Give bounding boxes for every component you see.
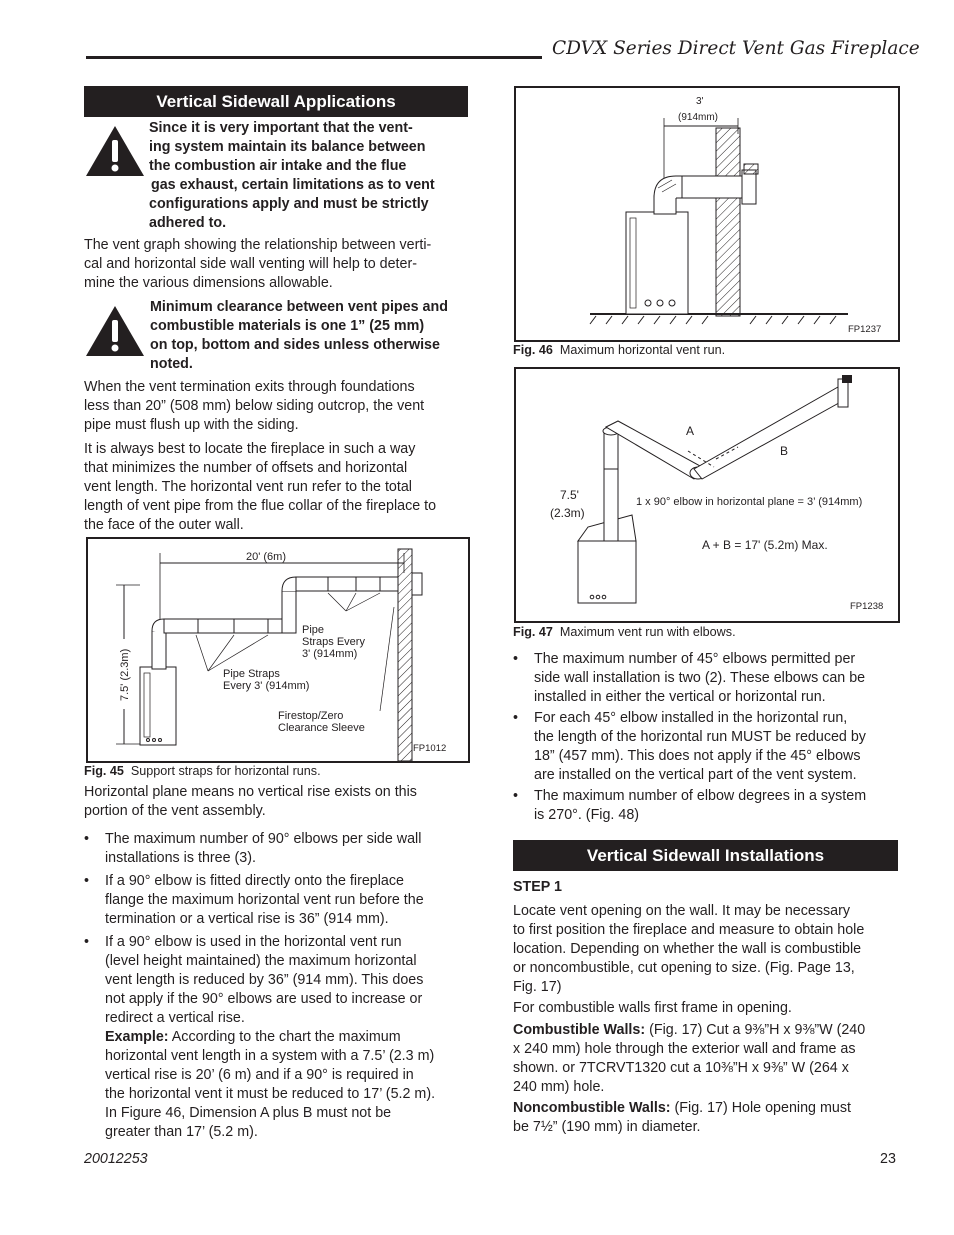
fireplace-unit [626,212,688,314]
leader-line [208,635,234,671]
figure-45 [86,537,470,763]
bullet-icon: • [84,873,90,889]
text-line: 240 mm) hole. [513,1079,605,1095]
warning-line: Minimum clearance between vent pipes and [150,299,448,315]
figure-46 [514,86,900,342]
paragraph-combustible [513,1021,908,1097]
combustible-label: Combustible Walls: [513,1022,646,1038]
text-line: pipe must flush up with the siding. [84,417,299,433]
text-line: or noncombustible, cut opening to size. (Fig. Page 13, [513,960,855,976]
step-heading: STEP 1 [513,879,563,895]
warning-line: noted. [150,356,193,372]
figure-code: FP1237 [848,324,882,335]
caption-number: Fig. 47 [513,625,553,639]
text-line: The vent graph showing the relationship between verti- [84,237,432,253]
note-sum: A + B = 17' (5.2m) Max. [702,538,828,552]
caption-number: Fig. 46 [513,343,553,357]
paragraph-vent-graph [84,236,474,293]
text-line: portion of the vent assembly. [84,803,266,819]
example-label: Example: [105,1029,169,1045]
dimension-label-top: 3' [696,96,704,107]
warning-icon [84,304,146,358]
noncombustible-label: Noncombustible Walls: [513,1100,671,1116]
text-line: redirect a vertical rise. [105,1010,245,1026]
text-line: vertical rise is 20’ (6 m) and if a 90° is required in [105,1067,414,1083]
text-line [105,1028,474,1047]
figure-47-drawing [516,369,898,621]
vent-elbow [654,176,684,198]
vent-pipe-rise [282,591,296,633]
text-line: termination or a vertical rise is 36” (914 mm). [105,911,389,927]
warning-text-balance [149,119,469,233]
list-item [513,709,903,785]
text-line: vent length is reduced by 36” (914 mm). This does [105,972,424,988]
header-rule [86,56,542,59]
text-line: shown. or 7TCRVT1320 cut a 10⅜”H x 9⅜” W (264 x [513,1060,849,1076]
list-item [513,787,903,825]
text-line: less than 20” (508 mm) below siding outcrop, the vent [84,398,425,414]
vent-pipe-horizontal-lower [164,619,288,633]
vent-termination [742,170,756,204]
figure-code: FP1238 [850,601,884,612]
vent-termination [838,379,848,407]
caption-text: Maximum vent run with elbows. [559,625,736,639]
figure-code: FP1012 [413,743,447,754]
text-line: It is always best to locate the fireplace in such a way [84,441,416,457]
bullet-icon: • [84,934,90,950]
termination-cap [842,375,852,383]
text-line: Locate vent opening on the wall. It may be necessary [513,903,850,919]
text-line [513,1099,908,1118]
text-line: side wall installation is two (2). These elbows can be [534,670,866,686]
text-line: When the vent termination exits through foundations [84,379,415,395]
note-elbow: 1 x 90° elbow in horizontal plane = 3’ (914mm) [636,496,863,508]
text-line: that minimizes the number of offsets and horizontal [84,460,408,476]
bullet-list-right [513,650,903,825]
leader-line [208,635,268,671]
text-line: The maximum number of 90° elbows per side wall [105,831,422,847]
label-b: B [780,444,789,458]
leader-line [196,635,208,671]
text-line: installations is three (3). [105,850,256,866]
example-text: According to the chart the maximum [168,1029,401,1045]
text-line: In Figure 46, Dimension A plus B must not be [105,1105,392,1121]
bullet-icon: • [513,651,519,667]
text-line: flange the maximum horizontal vent run before the [105,892,424,908]
bullet-icon: • [84,831,90,847]
leader-line [328,593,346,611]
caption-text: Maximum horizontal vent run. [559,343,726,357]
paragraph-horizontal-plane [84,783,474,821]
label-pipe-straps-upper: 3' (914mm) [302,648,358,660]
text-line: is 270°. (Fig. 48) [534,807,640,823]
leader-line [380,607,394,711]
bullet-list-left [84,830,474,1142]
label-firestop: Clearance Sleeve [278,722,365,734]
text-line: horizontal vent length in a system with a 7.5’ (2.3 m) [105,1048,435,1064]
list-item [513,650,903,707]
vent-pipe-vertical [604,431,618,541]
text-line: are installed on the vertical part of the vent system. [534,767,857,783]
figure-47 [514,367,900,623]
warning-text-clearance [150,298,475,374]
warning-line: configurations apply and must be strictly [149,196,429,212]
paragraph-locate-opening [513,902,908,997]
text-line [513,1021,908,1040]
text-line: The maximum number of 45° elbows permitted per [534,651,856,667]
warning-line: on top, bottom and sides unless otherwise [150,337,440,353]
list-item [84,933,474,1142]
combustible-text: (Fig. 17) Cut a 9⅜”H x 9⅜”W (240 [645,1022,866,1038]
text-line: Fig. 17) [513,979,562,995]
termination-cap [744,164,758,174]
label-pipe-straps-lower: Every 3' (914mm) [223,680,310,692]
paragraph-noncombustible [513,1099,908,1137]
section-title-applications: Vertical Sidewall Applications [84,86,468,117]
label-pipe-straps-upper: Straps Every [302,636,365,648]
figure-46-drawing [516,88,898,340]
paragraph-frame: For combustible walls first frame in opening. [513,1000,792,1016]
figure-45-drawing [88,539,468,761]
text-line: location. Depending on whether the wall is combustible [513,941,862,957]
dimension-label-side: 7.5' (2.3m) [119,648,131,701]
paragraph-foundation [84,378,474,435]
warning-icon [84,124,146,178]
header-title: CDVX Series Direct Vent Gas Fireplace [552,38,920,59]
noncombustible-text: (Fig. 17) Hole opening must [670,1100,851,1116]
text-line: If a 90° elbow is used in the horizontal vent run [105,934,402,950]
text-line: to first position the fireplace and measure to obtain hole [513,922,865,938]
list-item [84,830,474,868]
text-line: cal and horizontal side wall venting will help to deter- [84,256,417,272]
text-line: mine the various dimensions allowable. [84,275,333,291]
text-line: greater than 17’ (5.2 m). [105,1124,258,1140]
document-number: 20012253 [84,1151,148,1167]
vent-pipe-horizontal [682,176,742,198]
wall [716,128,740,316]
caption-number: Fig. 45 [84,764,124,778]
paragraph-locate [84,440,474,535]
figure-47-caption [513,625,736,639]
label-firestop: Firestop/Zero [278,710,344,722]
text-line: be 7½” (190 mm) in diameter. [513,1119,701,1135]
text-line: Horizontal plane means no vertical rise exists on this [84,784,417,800]
bullet-icon: • [513,710,519,726]
warning-line: the combustion air intake and the flue [149,158,407,174]
floor-hatch [590,316,836,324]
fireplace-unit [140,667,176,745]
warning-line: ing system maintain its balance between [149,139,426,155]
warning-line: gas exhaust, certain limitations as to vent [151,177,435,193]
text-line: the horizontal vent it must be reduced to 17’ (5.2 m). [105,1086,436,1102]
vent-collar [654,196,676,214]
list-item [84,872,474,929]
label-pipe-straps-lower: Pipe Straps [223,668,280,680]
text-line: For each 45° elbow installed in the horizontal run, [534,710,848,726]
text-line: the face of the outer wall. [84,517,244,533]
vent-termination [412,573,422,595]
vent-pipe-horizontal-upper [296,577,398,591]
caption-text: Support straps for horizontal runs. [130,764,321,778]
page-number: 23 [880,1151,896,1167]
vent-pipe-vertical [152,631,166,669]
figure-46-caption [513,343,725,357]
text-line: length of vent pipe from the flue collar of the fireplace to [84,498,437,514]
label-a: A [686,424,695,438]
warning-line: adhered to. [149,215,227,231]
text-line: 18” (457 mm). This does not apply if the 45° elbows [534,748,861,764]
label-pipe-straps-upper: Pipe [302,624,325,636]
text-line: The maximum number of elbow degrees in a system [534,788,867,804]
vent-pipe-run-b [694,387,846,479]
dimension-label-top-metric: (914mm) [678,112,719,123]
figure-45-caption [84,764,321,778]
text-line: (level height maintained) the maximum horizontal [105,953,417,969]
warning-line: Since it is very important that the vent- [149,120,413,136]
dimension-label-side: 7.5' [560,488,579,502]
warning-line: combustible materials is one 1” (25 mm) [150,318,425,334]
section-title-installations: Vertical Sidewall Installations [513,840,898,871]
bullet-icon: • [513,788,519,804]
wall [398,549,412,761]
dimension-label-top: 20' (6m) [246,551,286,563]
text-line: vent length. The horizontal vent run refer to the total [84,479,412,495]
text-line: the length of the horizontal run MUST be reduced by [534,729,866,745]
text-line: x 240 mm) hole through the exterior wall and frame as [513,1041,856,1057]
text-line: not apply if the 90° elbows are used to increase or [105,991,423,1007]
text-line: If a 90° elbow is fitted directly onto the fireplace [105,873,404,889]
text-line: installed in either the vertical or horizontal run. [534,689,826,705]
fireplace-unit [578,541,636,603]
dimension-label-side-metric: (2.3m) [550,506,585,520]
